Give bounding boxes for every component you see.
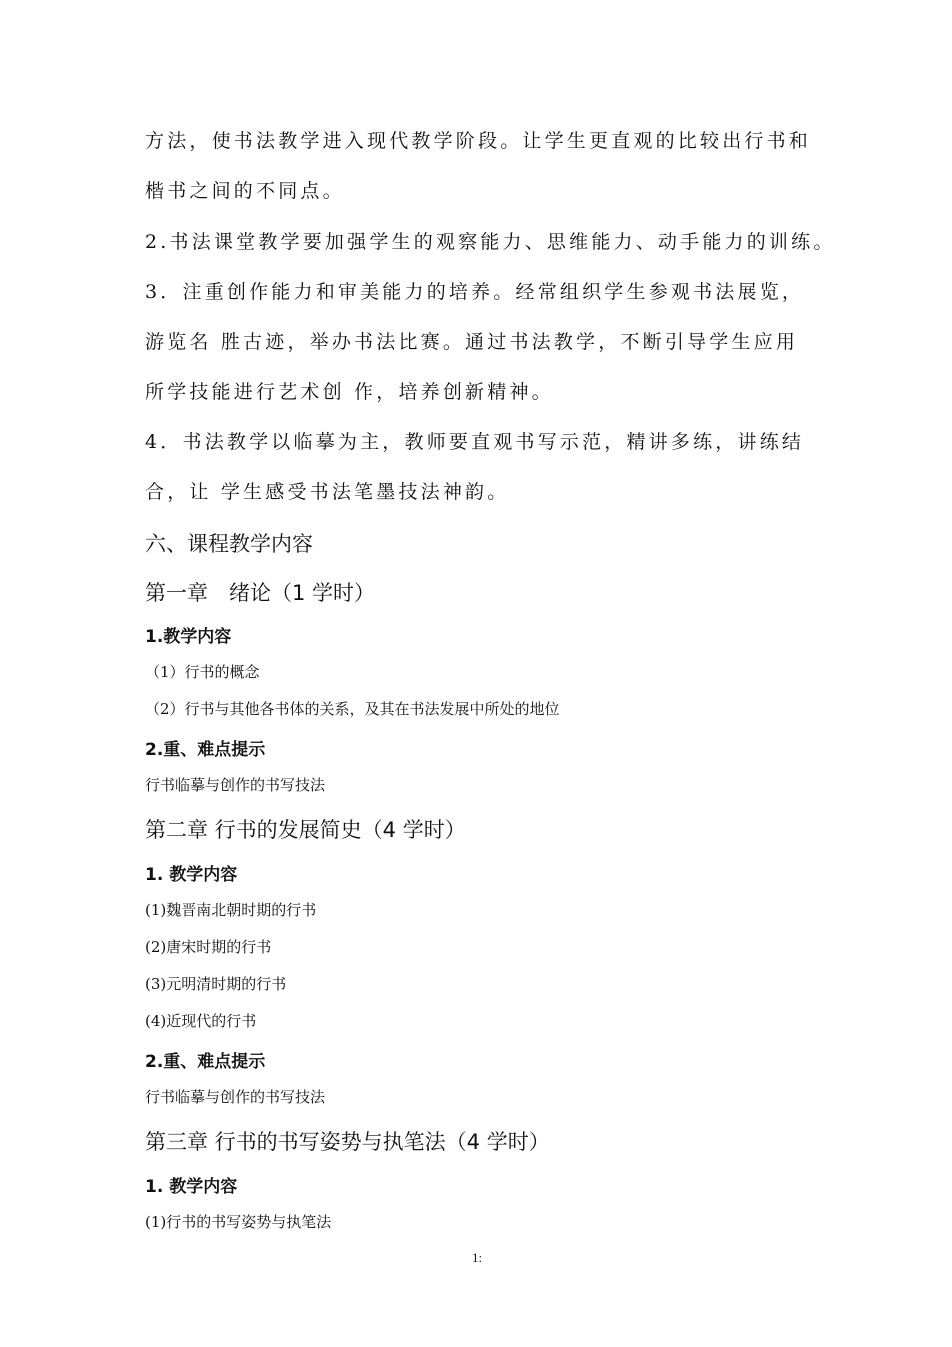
key-points-heading: 2.重、难点提示 xyxy=(145,740,266,760)
content-item: (4)近现代的行书 xyxy=(145,1012,257,1030)
content-item: (2)唐宋时期的行书 xyxy=(145,938,272,956)
page-number: 1: xyxy=(472,1250,483,1265)
body-paragraph-line: 合，让 学生感受书法笔墨技法神韵。 xyxy=(145,481,510,503)
body-paragraph-line: 3．注重创作能力和审美能力的培养。经常组织学生参观书法展览， xyxy=(145,281,805,303)
key-points-heading: 2.重、难点提示 xyxy=(145,1052,266,1072)
content-item: (3)元明清时期的行书 xyxy=(145,975,287,993)
content-item: (1)行书的书写姿势与执笔法 xyxy=(145,1213,332,1231)
body-paragraph-line: 2.书法课堂教学要加强学生的观察能力、思维能力、动手能力的训练。 xyxy=(145,231,836,253)
content-heading: 1.教学内容 xyxy=(145,627,232,647)
section-title: 六、课程教学内容 xyxy=(145,532,313,556)
content-item: （2）行书与其他各书体的关系，及其在书法发展中所处的地位 xyxy=(145,700,560,718)
key-points-text: 行书临摹与创作的书写技法 xyxy=(145,776,326,794)
body-paragraph-line: 方法，使书法教学进入现代教学阶段。让学生更直观的比较出行书和 xyxy=(145,130,812,152)
body-paragraph-line: 楷书之间的不同点。 xyxy=(145,180,345,202)
body-paragraph-line: 4．书法教学以临摹为主，教师要直观书写示范，精讲多练，讲练结 xyxy=(145,431,805,453)
key-points-text: 行书临摹与创作的书写技法 xyxy=(145,1088,326,1106)
chapter-title: 第二章 行书的发展简史（4 学时） xyxy=(145,818,466,842)
content-heading: 1. 教学内容 xyxy=(145,1177,238,1197)
chapter-title: 第三章 行书的书写姿势与执笔法（4 学时） xyxy=(145,1130,550,1154)
content-item: (1)魏晋南北朝时期的行书 xyxy=(145,901,317,919)
body-paragraph-line: 所学技能进行艺术创 作，培养创新精神。 xyxy=(145,381,554,403)
chapter-title: 第一章 绪论（1 学时） xyxy=(145,581,376,605)
content-item: （1）行书的概念 xyxy=(145,663,260,681)
content-heading: 1. 教学内容 xyxy=(145,865,238,885)
body-paragraph-line: 游览名 胜古迹，举办书法比赛。通过书法教学，不断引导学生应用 xyxy=(145,331,799,353)
